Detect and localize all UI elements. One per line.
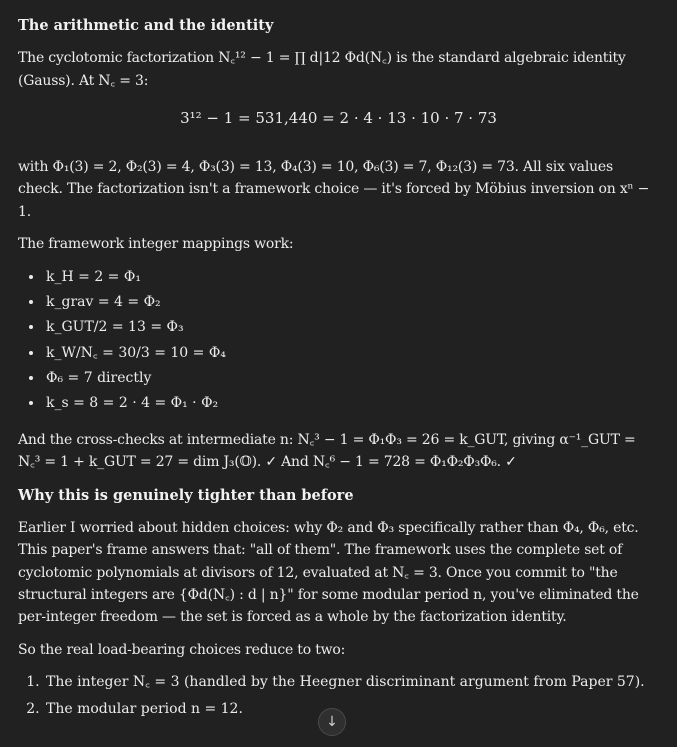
list-item: • Φ₆ = 7 directly: [44, 367, 659, 389]
tighter-paragraph: Earlier I worried about hidden choices: why Φ₂ and Φ₃ specifically rather than Φ₄, Φ₆, etc. This paper's frame answers that: "all of them". The framework uses the complete set of cyclotomic polynomials at divisors of 12, evaluated at N꜀ = 3. Once you commit to "the structural integers are {Φd(N꜀) : d | n}" for some modular period n, you've eliminated the per-integer freedom — the set is forced as a whole by the factorization identity.: [18, 519, 639, 626]
display-equation: 3¹² − 1 = 531,440 = 2 · 4 · 13 · 10 · 7 · 73: [180, 108, 497, 127]
list-item: • k_s = 8 = 2 · 4 = Φ₁ · Φ₂: [44, 392, 659, 414]
list-item: • k_GUT/2 = 13 = Φ₃: [44, 316, 659, 338]
arrow-down-icon: ↓: [326, 713, 338, 730]
mappings-list: [18, 266, 659, 415]
section-heading-tighter: Why this is genuinely tighter than before: [18, 486, 354, 504]
choices-intro: So the real load-bearing choices reduce to two:: [18, 641, 346, 658]
mappings-intro: The framework integer mappings work:: [18, 236, 294, 253]
values-paragraph: with Φ₁(3) = 2, Φ₂(3) = 4, Φ₃(3) = 13, Φ₄(3) = 10, Φ₆(3) = 7, Φ₁₂(3) = 73. All six values check. The factorization isn't a framework choice — it's forced by Möbius inversion on xⁿ − 1.: [18, 158, 650, 220]
scroll-down-button[interactable]: [318, 708, 346, 736]
intro-paragraph: The cyclotomic factorization N꜀¹² − 1 = ∏ d|12 Φd(N꜀) is the standard algebraic identity (Gauss). At N꜀ = 3:: [18, 50, 626, 89]
crosscheck-paragraph: And the cross-checks at intermediate n: N꜀³ − 1 = Φ₁Φ₃ = 26 = k_GUT, giving α⁻¹_GUT = N꜀³ = 1 + k_GUT = 27 = dim J₃(𝕆). ✓ And N꜀⁶ − 1 = 728 = Φ₁Φ₂Φ₃Φ₆. ✓: [18, 431, 636, 471]
section-heading-arithmetic: The arithmetic and the identity: [18, 17, 274, 34]
list-item: • k_H = 2 = Φ₁: [44, 266, 659, 288]
list-item: • k_grav = 4 = Φ₂: [44, 291, 659, 313]
list-item: • k_W/N꜀ = 30/3 = 10 = Φ₄: [44, 342, 659, 364]
list-item: 1. The integer N꜀ = 3 (handled by the Heegner discriminant argument from Paper 57).: [44, 671, 659, 693]
list-item: 2. The modular period n = 12.: [44, 698, 659, 720]
